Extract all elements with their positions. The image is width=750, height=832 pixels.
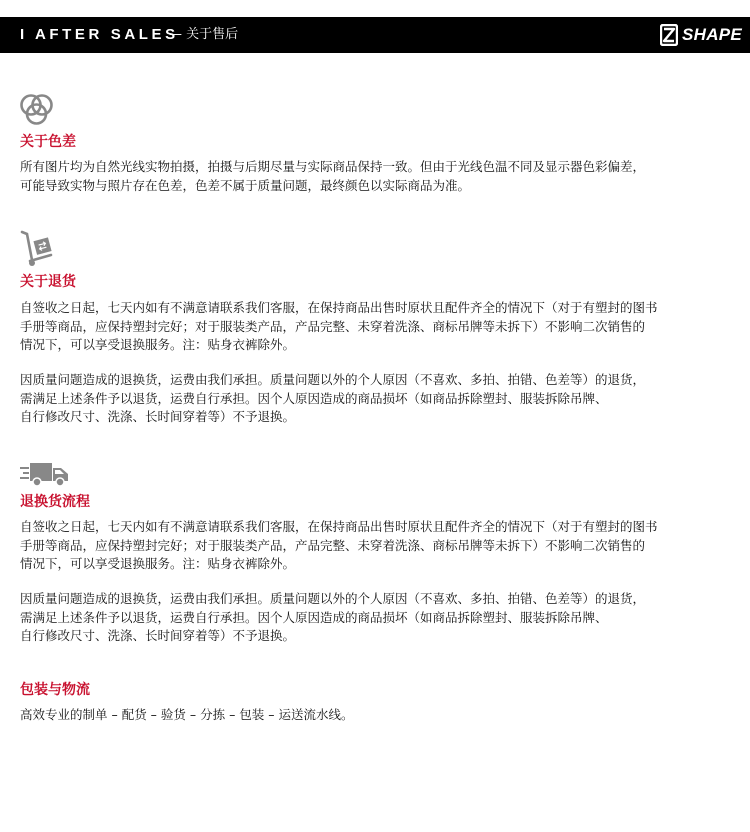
brand-name: SHAPE — [682, 25, 743, 44]
returns-paragraph-2 — [20, 371, 735, 427]
header-subtitle: — 关于售后 — [169, 27, 239, 42]
paragraph-line: 自签收之日起，七天内如有不满意请联系我们客服，在保持商品出售时原状且配件齐全的情况下（对于有塑封的图书 — [20, 519, 658, 534]
brand-logo — [660, 24, 742, 46]
packaging-paragraph — [20, 706, 735, 725]
paragraph-line: 需满足上述条件予以退货，运费自行承担。因个人原因造成的商品损坏（如商品拆除塑封、服装拆除吊牌、 — [20, 609, 608, 625]
returns-paragraph-1 — [20, 299, 735, 355]
paragraph-line: 因质量问题造成的退换货，运费由我们承担。质量问题以外的个人原因（不喜欢、多拍、拍错、色差等）的退货， — [20, 372, 646, 387]
paragraph-line: 手册等商品，应保持塑封完好；对于服装类产品，产品完整、未穿着洗涤、商标吊牌等未拆下）不影响二次销售的 — [20, 537, 646, 553]
section-title-returns: 关于退货 — [20, 274, 76, 290]
section-title-packaging: 包装与物流 — [20, 682, 90, 698]
paragraph-line: 自行修改尺寸、洗涤、长时间穿着等）不予退换。 — [20, 628, 296, 643]
section-title-process: 退换货流程 — [20, 494, 90, 510]
paragraph-line: 因质量问题造成的退换货，运费由我们承担。质量问题以外的个人原因（不喜欢、多拍、拍错、色差等）的退货， — [20, 591, 646, 606]
hand-truck-icon — [20, 230, 54, 268]
paragraph-line: 需满足上述条件予以退货，运费自行承担。因个人原因造成的商品损坏（如商品拆除塑封、服装拆除吊牌、 — [20, 390, 608, 406]
paragraph-line: 所有图片均为自然光线实物拍摄，拍摄与后期尽量与实际商品保持一致。但由于光线色温不同及显示器色彩偏差， — [20, 159, 646, 174]
paragraph-line: 手册等商品，应保持塑封完好；对于服装类产品，产品完整、未穿着洗涤、商标吊牌等未拆下）不影响二次销售的 — [20, 318, 646, 334]
color-paragraph — [20, 158, 735, 195]
shape-logo-icon — [660, 24, 678, 46]
header-title: I AFTER SALES — [20, 26, 179, 43]
process-paragraph-2 — [20, 590, 735, 646]
paragraph-line: 自签收之日起，七天内如有不满意请联系我们客服，在保持商品出售时原状且配件齐全的情况下（对于有塑封的图书 — [20, 300, 658, 315]
process-paragraph-1 — [20, 518, 735, 574]
paragraph-line: 可能导致实物与照片存在色差，色差不属于质量问题，最终颜色以实际商品为准。 — [20, 177, 471, 193]
paragraph-line: 自行修改尺寸、洗涤、长时间穿着等）不予退换。 — [20, 409, 296, 424]
paragraph-line: 高效专业的制单 – 配货 – 验货 – 分拣 – 包装 – 运送流水线。 — [20, 707, 354, 722]
color-circles-icon — [19, 93, 55, 127]
header-bar — [0, 17, 750, 53]
section-title-color: 关于色差 — [20, 134, 76, 150]
paragraph-line: 情况下，可以享受退换服务。注：贴身衣裤除外。 — [20, 337, 296, 352]
delivery-van-icon — [20, 461, 70, 487]
paragraph-line: 情况下，可以享受退换服务。注：贴身衣裤除外。 — [20, 556, 296, 571]
